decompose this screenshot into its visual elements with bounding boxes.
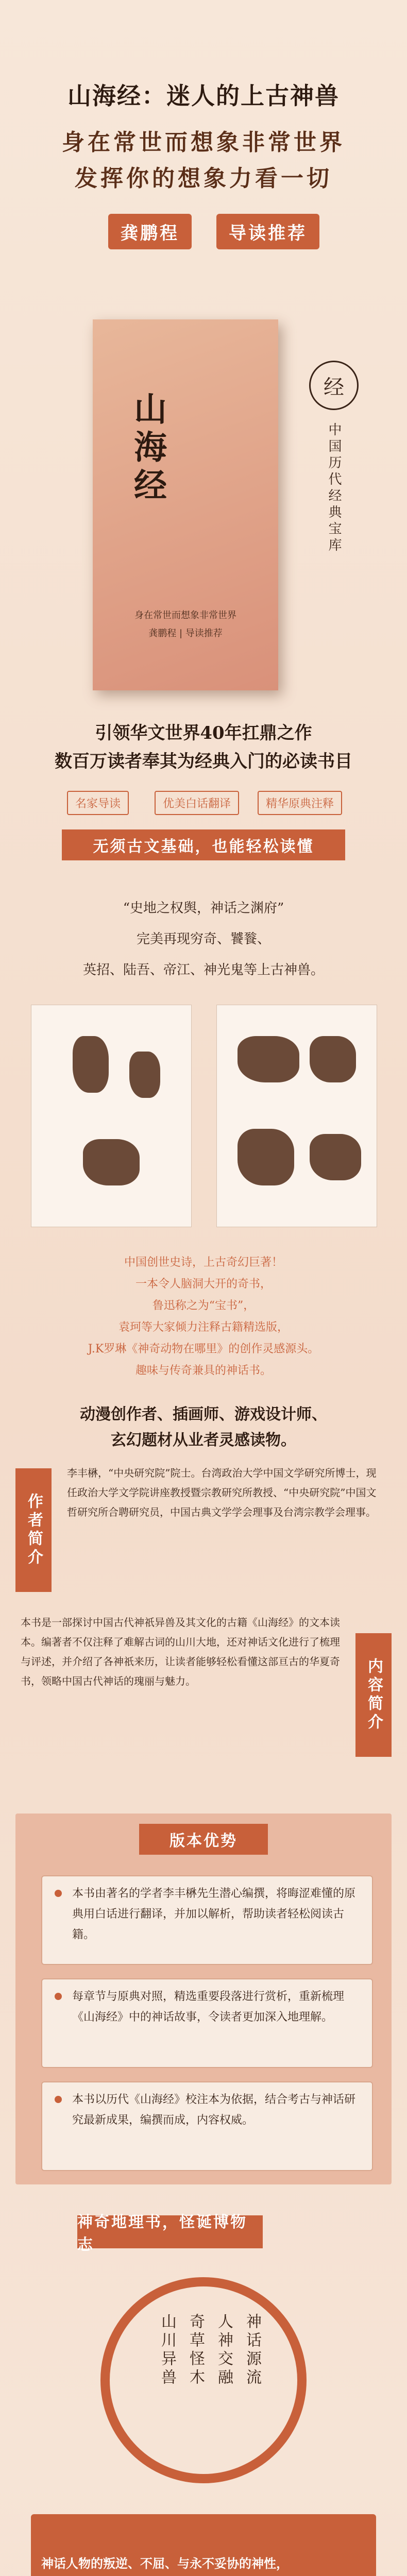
ring-text-3: 人神交融 [215,2313,233,2387]
creature-figure [238,1129,294,1185]
author-text: 李丰楙，“中央研究院”院士。台湾政治大学中国文学研究所博士，现任政治大学文学院讲座教授暨宗教研究所教授、“中央研究院”中国文哲研究所合聘研究员，中国古典文学学会理事及台湾宗教学会理事。 [67,1467,377,1518]
creature-figure [310,1134,361,1180]
creature-figure [310,1036,356,1082]
book-title: 山海经 [128,392,167,506]
illustration-plate-right [216,1005,377,1227]
intro-line-1: 引领华文世界40年扛鼎之作 [95,723,312,743]
tag-translation: 优美白话翻译 [155,791,239,815]
promo-caption-1: 动漫创作者、插画师、游戏设计师、 [80,1405,327,1423]
recommend-pill: 导读推荐 [216,214,319,249]
ring-text-2: 奇草怪木 [186,2313,205,2387]
intro-line-2: 数百万读者奉其为经典入门的必读书目 [55,751,352,772]
advantage-item [41,2081,373,2171]
page-title: 山海经：迷人的上古神兽 [67,82,340,110]
bullet-icon [55,1993,62,2000]
content-label: 内容简介 [355,1633,392,1757]
promo-line-4: 袁珂等大家倾力注释古籍精选版， [118,1321,289,1334]
intro-banner: 无须古文基础，也能轻松读懂 [62,829,345,860]
book-cover [93,319,278,690]
author-pill: 龚鹏程 [108,214,192,249]
illustration-plate-left [31,1005,192,1227]
series-name: 中国历代经典宝库 [326,422,342,554]
slogan-line-1: 身在常世而想象非常世界 [62,129,345,156]
advantage-text: 本书由著名的学者李丰楙先生潜心编撰，将晦涩难懂的原典用白话进行翻译，并加以解析，帮助读者轻松阅读古籍。 [72,1887,356,1941]
creature-figure [73,1036,109,1093]
author-label: 作者简介 [15,1468,52,1592]
advantage-text: 本书以历代《山海经》校注本为依据，结合考古与神话研究最新成果，编撰而成，内容权威。 [72,2093,356,2127]
section2-banner: 神奇地理书，怪诞博物志 [77,2215,263,2248]
ring-text-4: 神话源流 [243,2313,261,2387]
promo-caption-2: 玄幻题材从业者灵感读物。 [111,1431,296,1449]
promo-line-3: 鲁迅称之为“宝书”， [152,1299,255,1312]
promo-line-5: J.K罗琳《神奇动物在哪里》的创作灵感源头。 [88,1343,319,1355]
advantage-item [41,1875,373,1965]
closing-line-1: 神话人物的叛逆、不屈、与永不妥协的神性， [41,2556,289,2571]
content-text: 本书是一部探讨中国古代神祇异兽及其文化的古籍《山海经》的文本读本。编著者不仅注释了难解古词的山川大地，还对神话文化进行了梳理与评述，并介绍了各神祇来历，让读者能够轻松看懂这部亘古的华夏奇书，领略中国古代神话的瑰丽与魅力。 [21,1616,340,1687]
creature-figure [83,1139,140,1185]
seal-icon: 经 [309,361,359,410]
book-subtitle: 身在常世而想象非常世界 [134,610,236,621]
advantage-text: 每章节与原典对照，精选重要段落进行赏析，重新梳理《山海经》中的神话故事，令读者更加深入地理解。 [72,1990,345,2024]
creature-figure [238,1036,299,1082]
promo-line-1: 中国创世史诗，上古奇幻巨著！ [124,1256,283,1269]
quote-line-3: 英招、陆吾、帝江、神光鬼等上古神兽。 [82,962,324,978]
promo-line-6: 趣味与传奇兼具的神话书。 [135,1364,272,1377]
slogan-line-2: 发挥你的想象力看一切 [75,165,332,192]
ring-text-1: 山川异兽 [158,2313,176,2387]
promo-line-2: 一本令人脑洞大开的奇书， [135,1278,272,1291]
advantage-item [41,1978,373,2068]
tag-annotation: 精华原典注释 [258,791,342,815]
bullet-icon [55,2096,62,2103]
book-author-line: 龚鹏程 | 导读推荐 [148,628,223,639]
quote-line-2: 完美再现穷奇、饕餮、 [136,931,270,947]
tag-famous-guide: 名家导读 [67,791,129,815]
bullet-icon [55,1890,62,1897]
advantages-title: 版本优势 [139,1824,268,1855]
quote-line-1: “史地之权舆，神话之渊府” [123,901,284,916]
creature-figure [129,1052,160,1098]
closing-text-block [41,2550,330,2576]
